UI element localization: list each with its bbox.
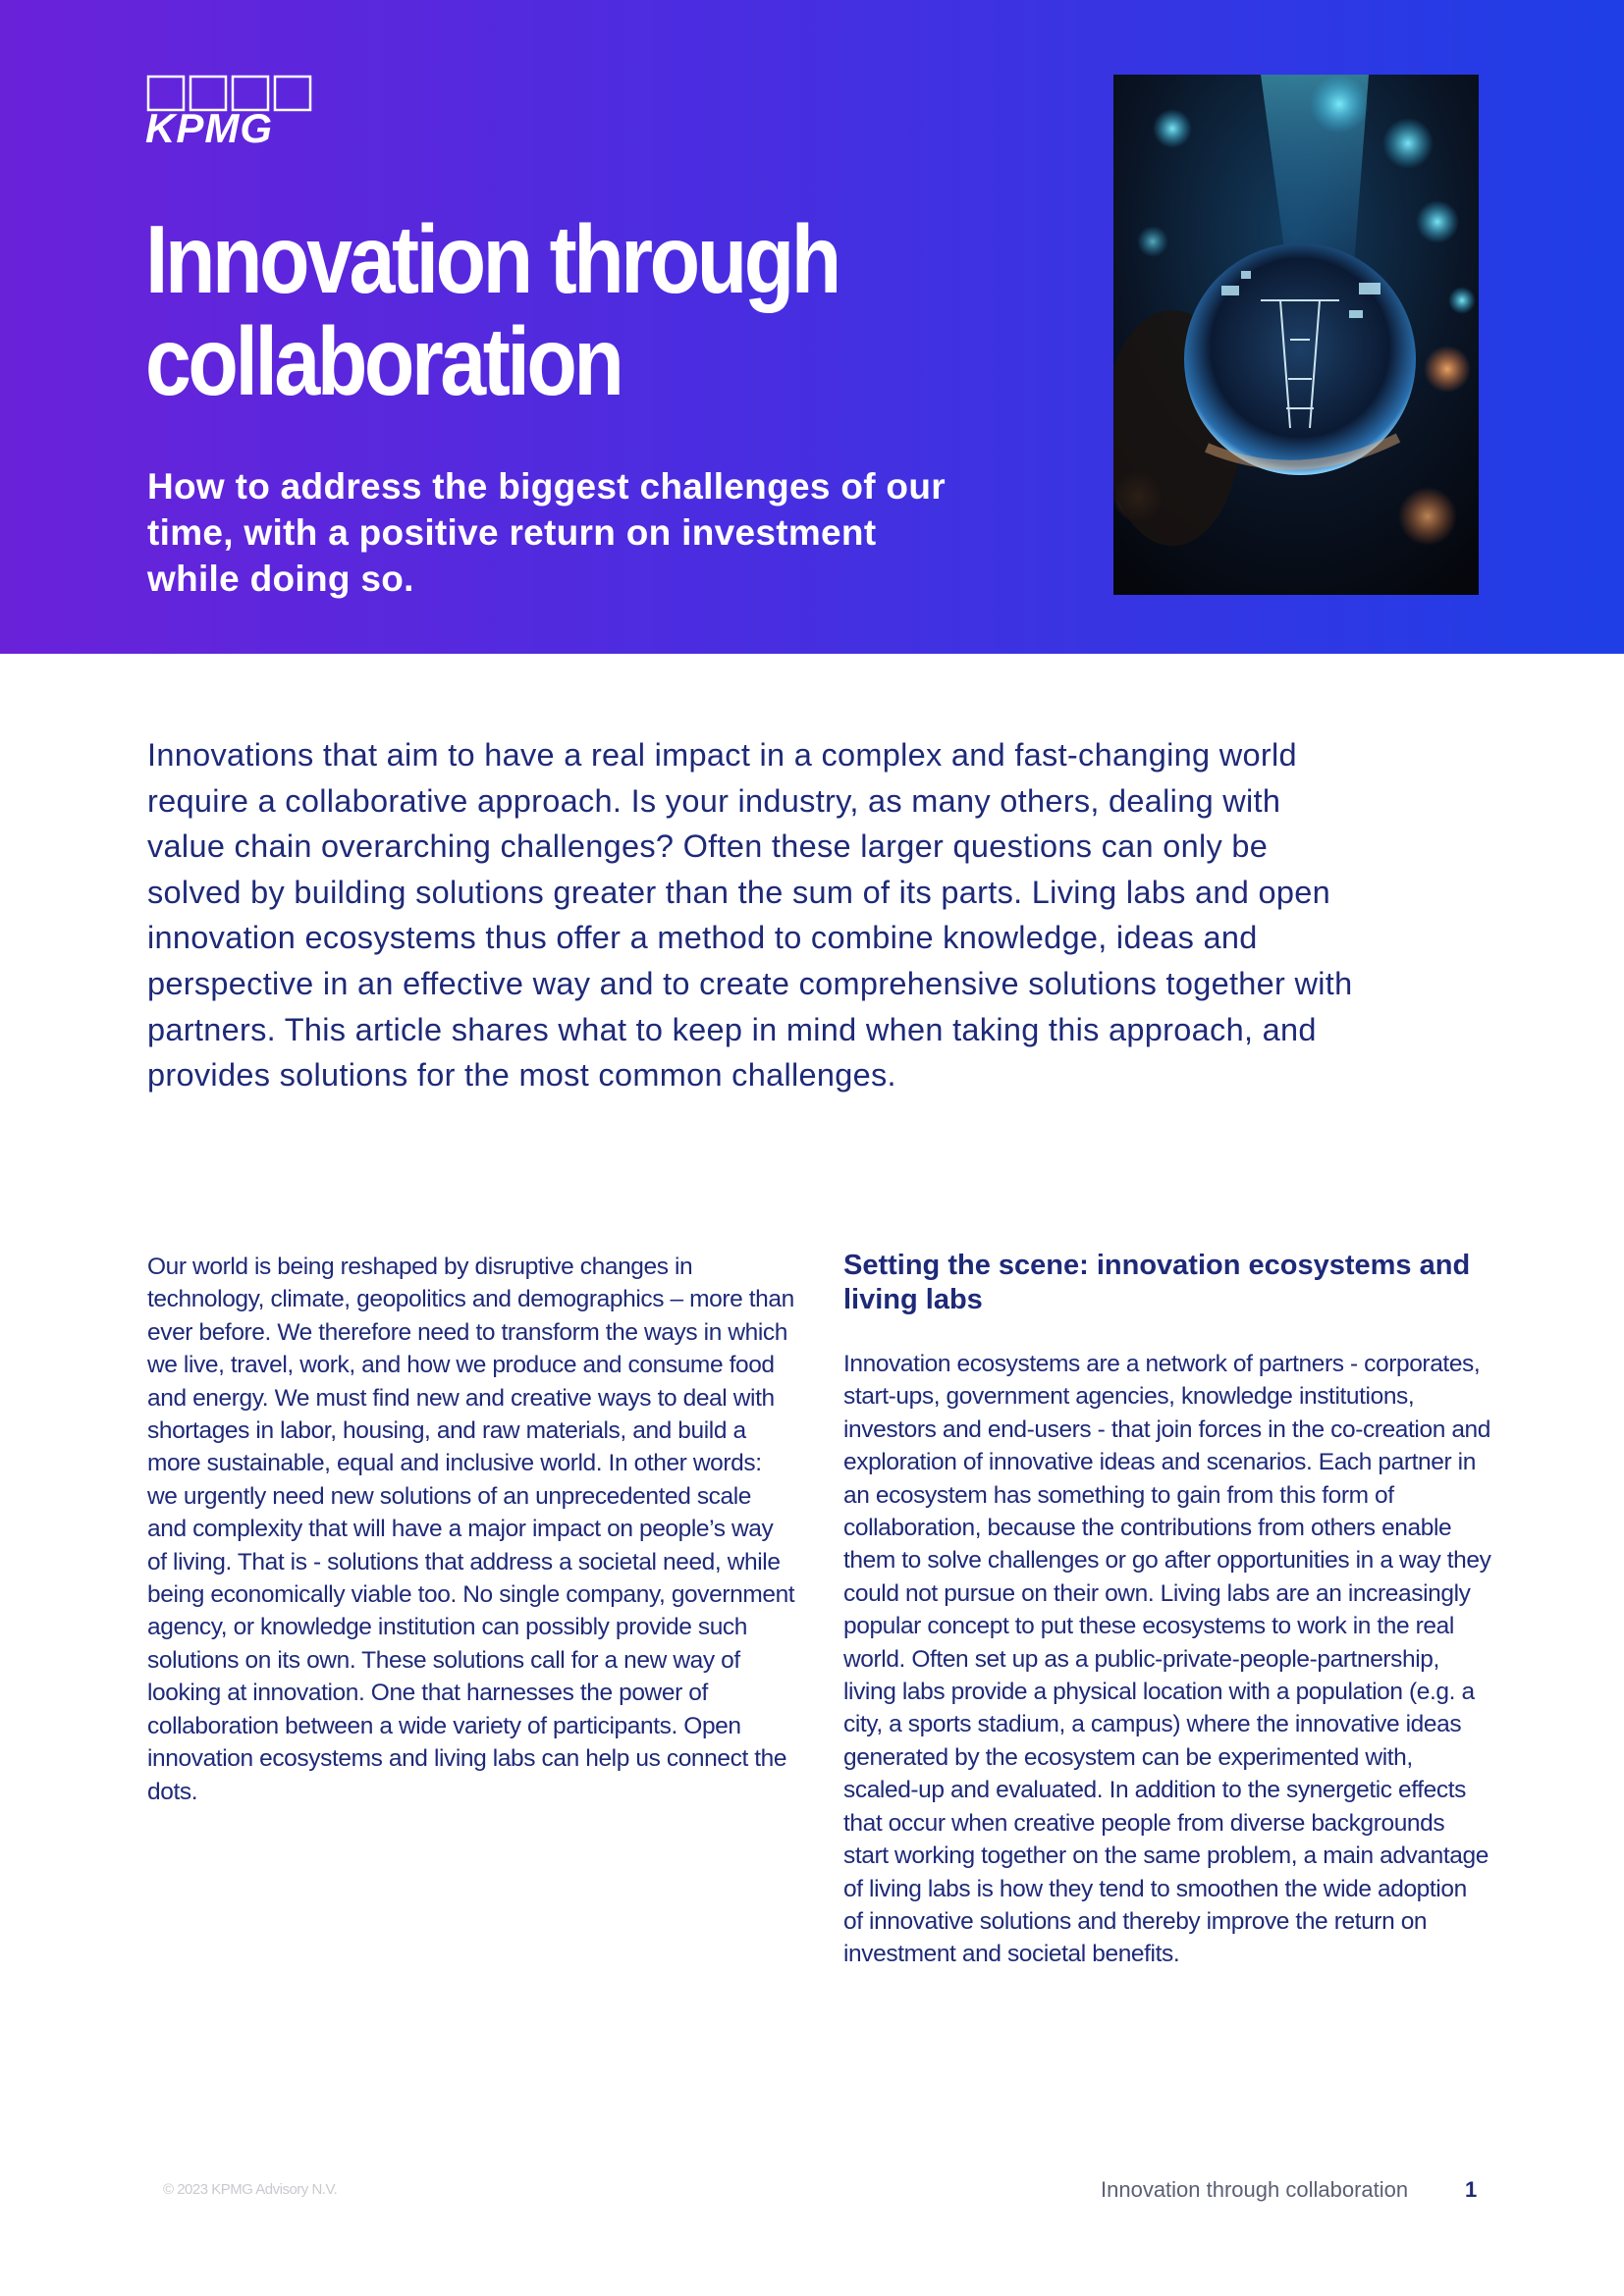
- kpmg-logo: [145, 75, 316, 151]
- subtitle-line-2: time, with a positive return on investment: [147, 512, 877, 553]
- footer-copyright: © 2023 KPMG Advisory N.V.: [163, 2181, 338, 2198]
- logo-wordmark: KPMG: [145, 105, 273, 151]
- page-number: 1: [1465, 2177, 1478, 2202]
- page-title: [145, 205, 905, 415]
- subtitle-line-1: How to address the biggest challenges of our: [147, 466, 946, 507]
- subtitle-line-3: while doing so.: [147, 559, 414, 599]
- right-column-text: Innovation ecosystems are a network of partners - corporates, start-ups, government agencies, knowledge institutions, investors and end-users - that join forces in the co-creation and exploration of innovative ideas and scenarios. Each partner in an ecosystem has something to gain from this form of collaboration, because the contributions from others enable them to solve challenges or go after opportunities in a way they could not pursue on their own. Living labs are an increasingly popular concept to put these ecosystems to work in the real world. Often set up as a public-private-people-partnership, living labs provide a physical location with a population (e.g. a city, a sports stadium, a campus) where the innovative ideas generated by the ecosystem can be experimented with, scaled-up and evaluated. In addition to the synergetic effects that occur when creative people from diverse backgrounds start working together on the same problem, a main advantage of living labs is how they tend to smoothen the wide adoption of innovative solutions and thereby improve the return on investment and societal benefits.: [843, 1351, 1491, 1968]
- left-column-text: Our world is being reshaped by disruptive changes in technology, climate, geopolitics and demographics – more than ever before. We therefore need to transform the ways in which we live, travel, work, and how we produce and consume food and energy. We must find new and creative ways to deal with shortages in labor, housing, and raw materials, and build a more sustainable, equal and inclusive world. In other words: we urgently need new solutions of an unprecedented scale and complexity that will have a major impact on people’s way of living. That is - solutions that address a societal need, while being economically viable too. No single company, government agency, or knowledge institution can possibly provide such solutions on its own. These solutions call for a new way of looking at innovation. One that harnesses the power of collaboration between a wide variety of participants. Open innovation ecosystems and living labs can help us connect the dots.: [147, 1254, 795, 1805]
- page-subtitle: [147, 463, 1011, 602]
- hero-banner: [0, 0, 1624, 654]
- intro-paragraph: Innovations that aim to have a real impact in a complex and fast-changing world require a collaborative approach. Is your industry, as many others, dealing with value chain overarching challenges? Often these larger questions can only be solved by building solutions greater than the sum of its parts. Living labs and open innovation ecosystems thus offer a method to combine knowledge, ideas and perspective in an effective way and to create comprehensive solutions together with partners. This article shares what to keep in mind when taking this approach, and provides solutions for the most common challenges.: [147, 737, 1353, 1094]
- section-heading: Setting the scene: innovation ecosystems and living labs: [843, 1250, 1471, 1315]
- crystal-ball-photo: [1113, 75, 1479, 595]
- footer-running-title: Innovation through collaboration: [1101, 2177, 1409, 2202]
- title-line-2: collaboration: [145, 307, 622, 415]
- title-line-1: Innovation through: [145, 205, 839, 313]
